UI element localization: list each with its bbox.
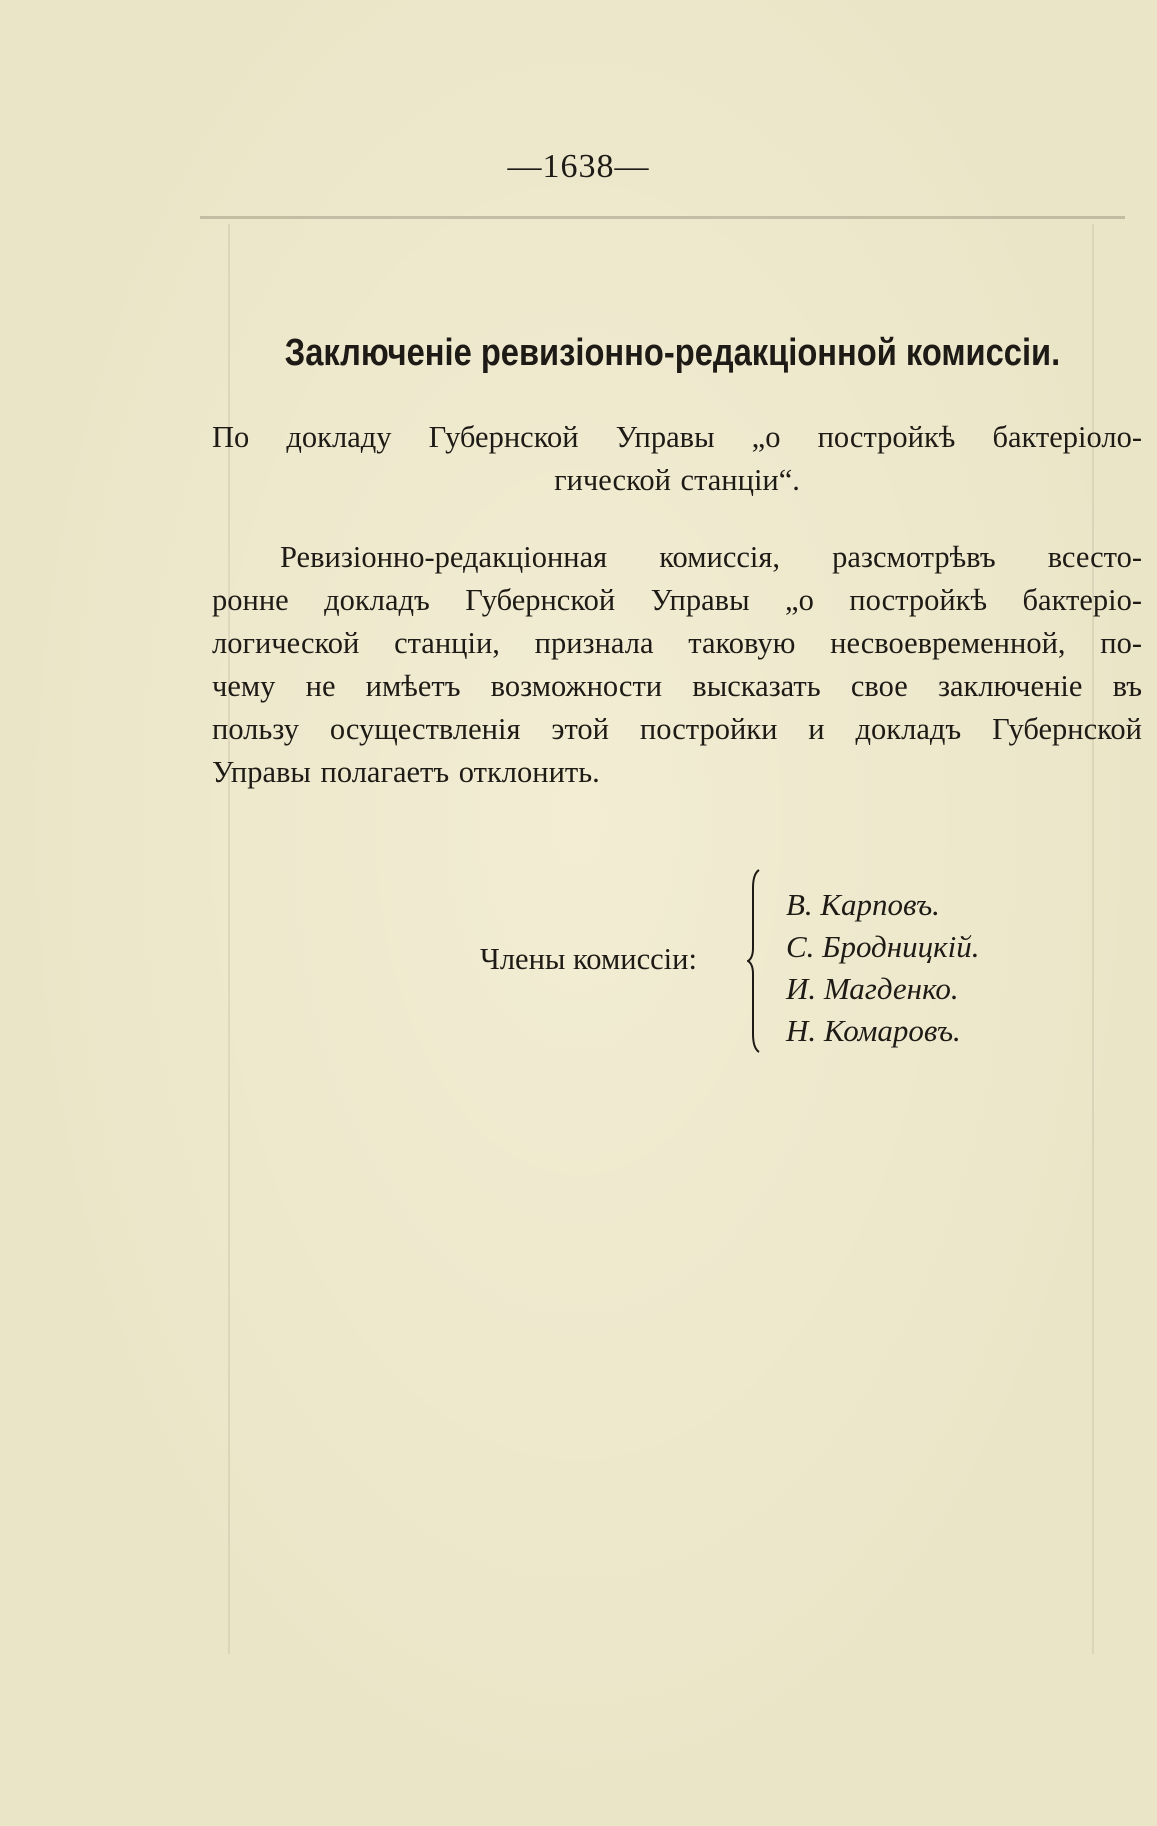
subject-line: гической станцiи“.: [554, 463, 800, 497]
subject-paragraph: [212, 416, 1142, 502]
body-line: логической станцiи, признала таковую несвоевременной, по-: [212, 626, 1142, 660]
body-line: пользу осуществленiя этой постройки и докладъ Губернской: [212, 712, 1142, 746]
signature: И. Магденко.: [786, 971, 959, 1006]
members-label: Члены комиссiи:: [480, 942, 697, 976]
page-number: —1638—: [507, 148, 650, 185]
signature: Н. Комаровъ.: [786, 1013, 961, 1048]
subject-line: По докладу Губернской Управы „о постройкѣ бактерiоло-: [212, 420, 1142, 454]
body-line: Управы полагаетъ отклонить.: [212, 755, 600, 789]
curly-brace: [747, 868, 765, 1054]
body-paragraph: [212, 536, 1142, 794]
body-line: Ревизiонно-редакцiонная комиссiя, разсмотрѣвъ всесто-: [280, 540, 1142, 574]
header-rule: [200, 216, 1125, 219]
signatures-list: [786, 884, 979, 1052]
document-heading: Заключенiе ревизiонно-редакцiонной комиссiи.: [284, 332, 1061, 374]
body-line: ронне докладъ Губернской Управы „о постройкѣ бактерiо-: [212, 583, 1142, 617]
signature: В. Карповъ.: [786, 887, 940, 922]
signature: С. Бродницкiй.: [786, 929, 980, 964]
body-line: чему не имѣетъ возможности высказать свое заключенiе въ: [212, 669, 1142, 703]
